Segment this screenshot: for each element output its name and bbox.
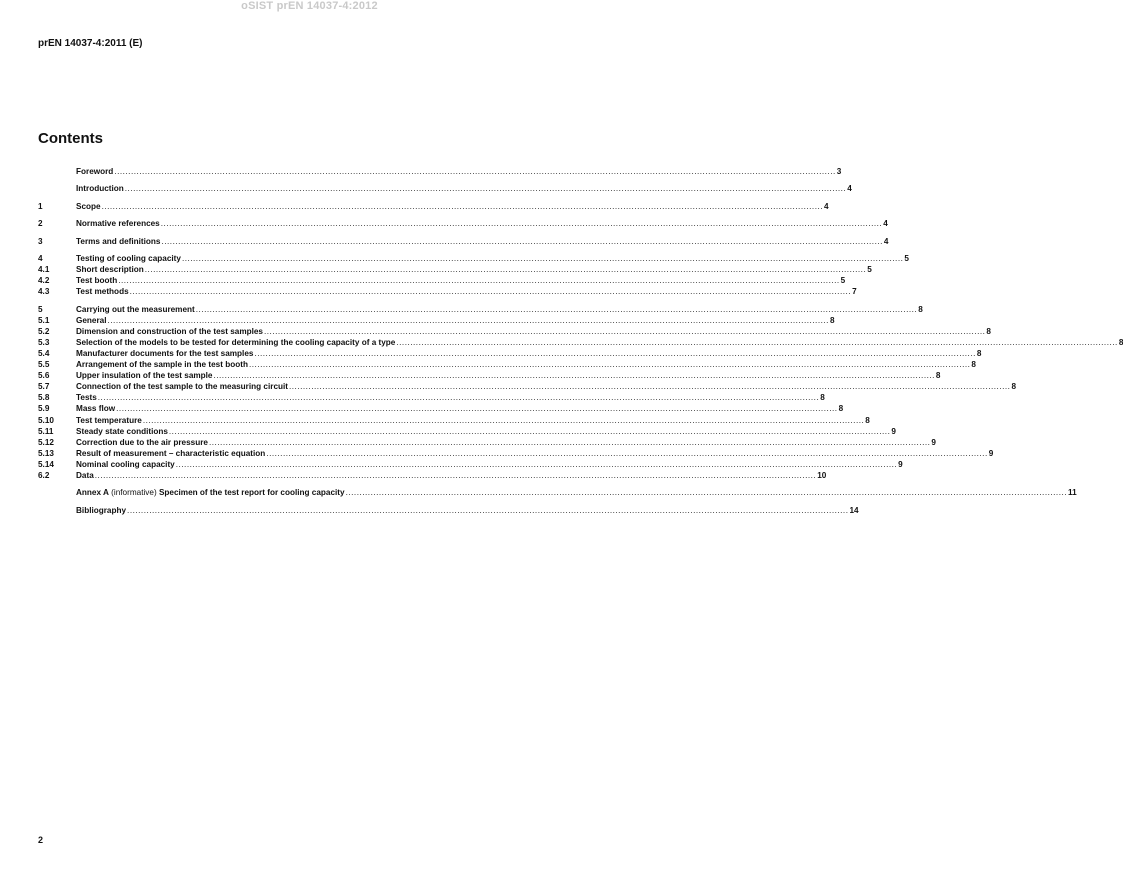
- toc-entry-title-text: Connection of the test sample to the measuring circuit: [76, 382, 288, 392]
- toc-entry-page: 7: [852, 287, 857, 297]
- toc-entry-number: 5.6: [38, 371, 50, 381]
- toc-entry-annex-type: (informative): [108, 488, 157, 498]
- toc-entry-page: 8: [976, 349, 982, 358]
- toc-entry-title: [76, 392, 97, 403]
- toc-leader-dots: [266, 448, 987, 459]
- toc-entry-number: 5.13: [38, 448, 54, 458]
- toc-entry-number: 4: [38, 253, 43, 263]
- toc-entry-title: [76, 326, 263, 337]
- toc-entry[interactable]: [38, 426, 896, 437]
- toc-entry-number: 5.8: [38, 393, 50, 403]
- toc-entry-title: [76, 218, 160, 229]
- toc-entry-page: 8: [935, 371, 941, 381]
- toc-leader-dots: [346, 487, 1067, 498]
- toc-entry-page: 10: [817, 471, 827, 481]
- toc-entry-page: 5: [904, 253, 909, 263]
- toc-leader-dots: [254, 348, 975, 359]
- toc-entry[interactable]: [38, 201, 829, 212]
- toc-leader-dots: [130, 286, 851, 297]
- toc-entry[interactable]: [38, 264, 872, 275]
- toc-entry-page: 8: [829, 315, 835, 325]
- toc-entry-title-text: Manufacturer documents for the test samples: [76, 349, 254, 358]
- toc-entry-title-text: Annex A: [76, 488, 109, 498]
- toc-entry-title: [76, 286, 129, 297]
- toc-entry-number: 5.3: [38, 337, 50, 347]
- toc-entry-title: [76, 315, 107, 326]
- toc-entry[interactable]: [38, 415, 870, 426]
- toc-entry-title-text: Test booth: [76, 276, 118, 286]
- page-number: 2: [38, 835, 44, 845]
- toc-entry-number: 5.5: [38, 360, 50, 370]
- toc-entry-number: 2: [38, 219, 43, 229]
- toc-entry-title: [76, 470, 94, 481]
- toc-leader-dots: [95, 470, 816, 481]
- toc-leader-dots: [143, 415, 864, 426]
- toc-entry-title-text: Data: [76, 471, 94, 481]
- toc-entry-title-text: Bibliography: [76, 505, 127, 515]
- toc-entry[interactable]: [38, 166, 842, 177]
- toc-entry-title-text: Short description: [76, 265, 144, 275]
- toc-entry-title: [76, 437, 208, 448]
- toc-entry-title-text: Mass flow: [76, 404, 116, 414]
- toc-entry-page: 4: [883, 236, 889, 246]
- toc-entry-page: 9: [988, 448, 994, 458]
- toc-entry-title: [76, 264, 144, 275]
- toc-entry-number: 5.11: [38, 426, 54, 436]
- toc-leader-dots: [125, 183, 846, 194]
- toc-entry[interactable]: [38, 183, 852, 194]
- toc-entry[interactable]: [38, 392, 825, 403]
- toc-entry-number: 5.12: [38, 437, 54, 447]
- toc-entry-number: 6.2: [38, 471, 50, 481]
- table-of-contents: [38, 166, 1123, 516]
- toc-entry[interactable]: [38, 459, 903, 470]
- toc-entry[interactable]: [38, 337, 1123, 348]
- toc-entry[interactable]: [38, 370, 941, 381]
- toc-entry-title: [76, 426, 168, 437]
- toc-entry-title-text: Foreword: [76, 167, 114, 176]
- toc-entry-title-text: Dimension and construction of the test samples: [76, 326, 263, 336]
- toc-entry-annex-title: Specimen of the test report for cooling capacity: [156, 488, 345, 498]
- toc-entry-title: [76, 166, 113, 177]
- toc-leader-dots: [116, 403, 837, 414]
- toc-entry[interactable]: [38, 286, 857, 297]
- toc-entry-title-text: Introduction: [76, 184, 124, 194]
- toc-leader-dots: [213, 370, 934, 381]
- toc-entry-page: 5: [840, 276, 846, 286]
- contents-heading: Contents: [38, 130, 103, 147]
- toc-entry-title: [76, 403, 115, 414]
- toc-entry-title: [76, 505, 126, 516]
- toc-entry-page: 4: [847, 184, 852, 194]
- toc-entry[interactable]: [38, 218, 888, 229]
- toc-entry-page: 8: [865, 415, 870, 425]
- toc-entry-title-text: Arrangement of the sample in the test booth: [76, 360, 248, 370]
- toc-entry-page: 8: [820, 393, 825, 403]
- toc-entry-page: 9: [931, 437, 936, 447]
- toc-entry-page: 8: [838, 404, 844, 414]
- toc-entry[interactable]: [38, 348, 982, 359]
- toc-entry-title: [76, 448, 265, 459]
- toc-entry-number: 4.2: [38, 276, 50, 286]
- toc-leader-dots: [289, 381, 1010, 392]
- toc-entry-title: [76, 275, 117, 286]
- toc-entry-title: [76, 487, 345, 498]
- toc-leader-dots: [145, 264, 866, 275]
- toc-entry-title: [76, 253, 181, 264]
- toc-leader-dots: [169, 426, 890, 437]
- toc-entry-title-text: Steady state conditions: [76, 426, 168, 436]
- toc-leader-dots: [108, 315, 829, 326]
- toc-entry-title-text: Test methods: [76, 287, 129, 297]
- toc-entry-number: 5.1: [38, 315, 50, 325]
- toc-entry[interactable]: [38, 275, 846, 286]
- toc-entry-page: 8: [918, 304, 923, 314]
- toc-entry-number: 5.14: [38, 459, 54, 469]
- toc-entry-page: 8: [986, 326, 991, 336]
- toc-entry-page: 4: [824, 201, 829, 211]
- toc-entry-title-text: Correction due to the air pressure: [76, 437, 208, 447]
- toc-leader-dots: [396, 337, 1117, 348]
- toc-entry[interactable]: [38, 403, 844, 414]
- toc-entry[interactable]: [38, 304, 923, 315]
- toc-entry-number: 5.10: [38, 415, 54, 425]
- toc-entry-title: [76, 370, 212, 381]
- toc-entry-number: 5.4: [38, 349, 50, 358]
- toc-entry-title-text: General: [76, 315, 107, 325]
- toc-entry-title-text: Result of measurement – characteristic equation: [76, 448, 266, 458]
- toc-entry-title: [76, 459, 175, 470]
- watermark: oSIST prEN 14037-4:2012: [241, 0, 378, 12]
- toc-leader-dots: [161, 236, 882, 247]
- toc-entry-title-text: Upper insulation of the test sample: [76, 371, 213, 381]
- toc-entry-title-text: Testing of cooling capacity: [76, 253, 181, 263]
- toc-entry-page: 3: [836, 167, 842, 176]
- toc-leader-dots: [161, 218, 882, 229]
- toc-entry-title: [76, 201, 101, 212]
- toc-entry-title: [76, 348, 253, 359]
- toc-entry[interactable]: [38, 236, 889, 247]
- toc-entry-title: [76, 381, 288, 392]
- toc-entry-page: 9: [898, 459, 903, 469]
- toc-entry-number: 1: [38, 201, 43, 211]
- toc-entry[interactable]: [38, 448, 994, 459]
- toc-entry-page: 8: [1011, 382, 1016, 392]
- toc-leader-dots: [98, 392, 819, 403]
- toc-entry[interactable]: [38, 470, 827, 481]
- toc-leader-dots: [264, 326, 985, 337]
- toc-entry-title: [76, 359, 248, 370]
- toc-entry-title: [76, 304, 195, 315]
- toc-entry[interactable]: [38, 326, 991, 337]
- toc-entry-title-text: Selection of the models to be tested for determining the cooling capacity of a type: [76, 337, 396, 347]
- toc-entry-title: [76, 236, 160, 247]
- toc-entry-page: 9: [891, 426, 896, 436]
- toc-entry-page: 5: [867, 265, 872, 275]
- toc-leader-dots: [196, 304, 917, 315]
- toc-leader-dots: [114, 166, 835, 177]
- toc-entry-number: 4.1: [38, 265, 50, 275]
- toc-entry-number: 5.7: [38, 382, 50, 392]
- toc-entry[interactable]: [38, 359, 976, 370]
- toc-entry[interactable]: [38, 253, 909, 264]
- toc-entry-title-text: Normative references: [76, 219, 160, 229]
- toc-leader-dots: [102, 201, 823, 212]
- toc-leader-dots: [182, 253, 903, 264]
- toc-entry-title-text: Tests: [76, 393, 97, 403]
- toc-entry-title: [76, 337, 395, 348]
- toc-leader-dots: [176, 459, 897, 470]
- toc-entry-page: 11: [1068, 488, 1077, 498]
- toc-entry-number: 4.3: [38, 287, 50, 297]
- toc-entry[interactable]: [38, 381, 1016, 392]
- toc-entry-title: [76, 183, 124, 194]
- toc-leader-dots: [127, 505, 848, 516]
- toc-entry[interactable]: [38, 505, 859, 516]
- toc-entry[interactable]: [38, 437, 936, 448]
- toc-entry-title-text: Nominal cooling capacity: [76, 459, 175, 469]
- document-id: prEN 14037-4:2011 (E): [38, 38, 143, 49]
- toc-entry-title-text: Scope: [76, 201, 101, 211]
- toc-leader-dots: [249, 359, 970, 370]
- toc-entry-title-text: Test temperature: [76, 415, 142, 425]
- toc-leader-dots: [118, 275, 839, 286]
- toc-entry[interactable]: [38, 487, 1077, 498]
- toc-entry[interactable]: [38, 315, 835, 326]
- toc-entry-number: 5: [38, 304, 43, 314]
- toc-leader-dots: [209, 437, 930, 448]
- toc-entry-title: [76, 415, 142, 426]
- toc-entry-title-text: Carrying out the measurement: [76, 304, 195, 314]
- toc-entry-page: 14: [849, 505, 859, 515]
- toc-entry-number: 5.2: [38, 326, 50, 336]
- toc-entry-number: 5.9: [38, 404, 50, 414]
- toc-entry-page: 4: [883, 219, 888, 229]
- toc-entry-page: 8: [1118, 337, 1123, 347]
- toc-entry-page: 8: [971, 360, 976, 370]
- toc-entry-number: 3: [38, 236, 43, 246]
- toc-entry-title-text: Terms and definitions: [76, 236, 161, 246]
